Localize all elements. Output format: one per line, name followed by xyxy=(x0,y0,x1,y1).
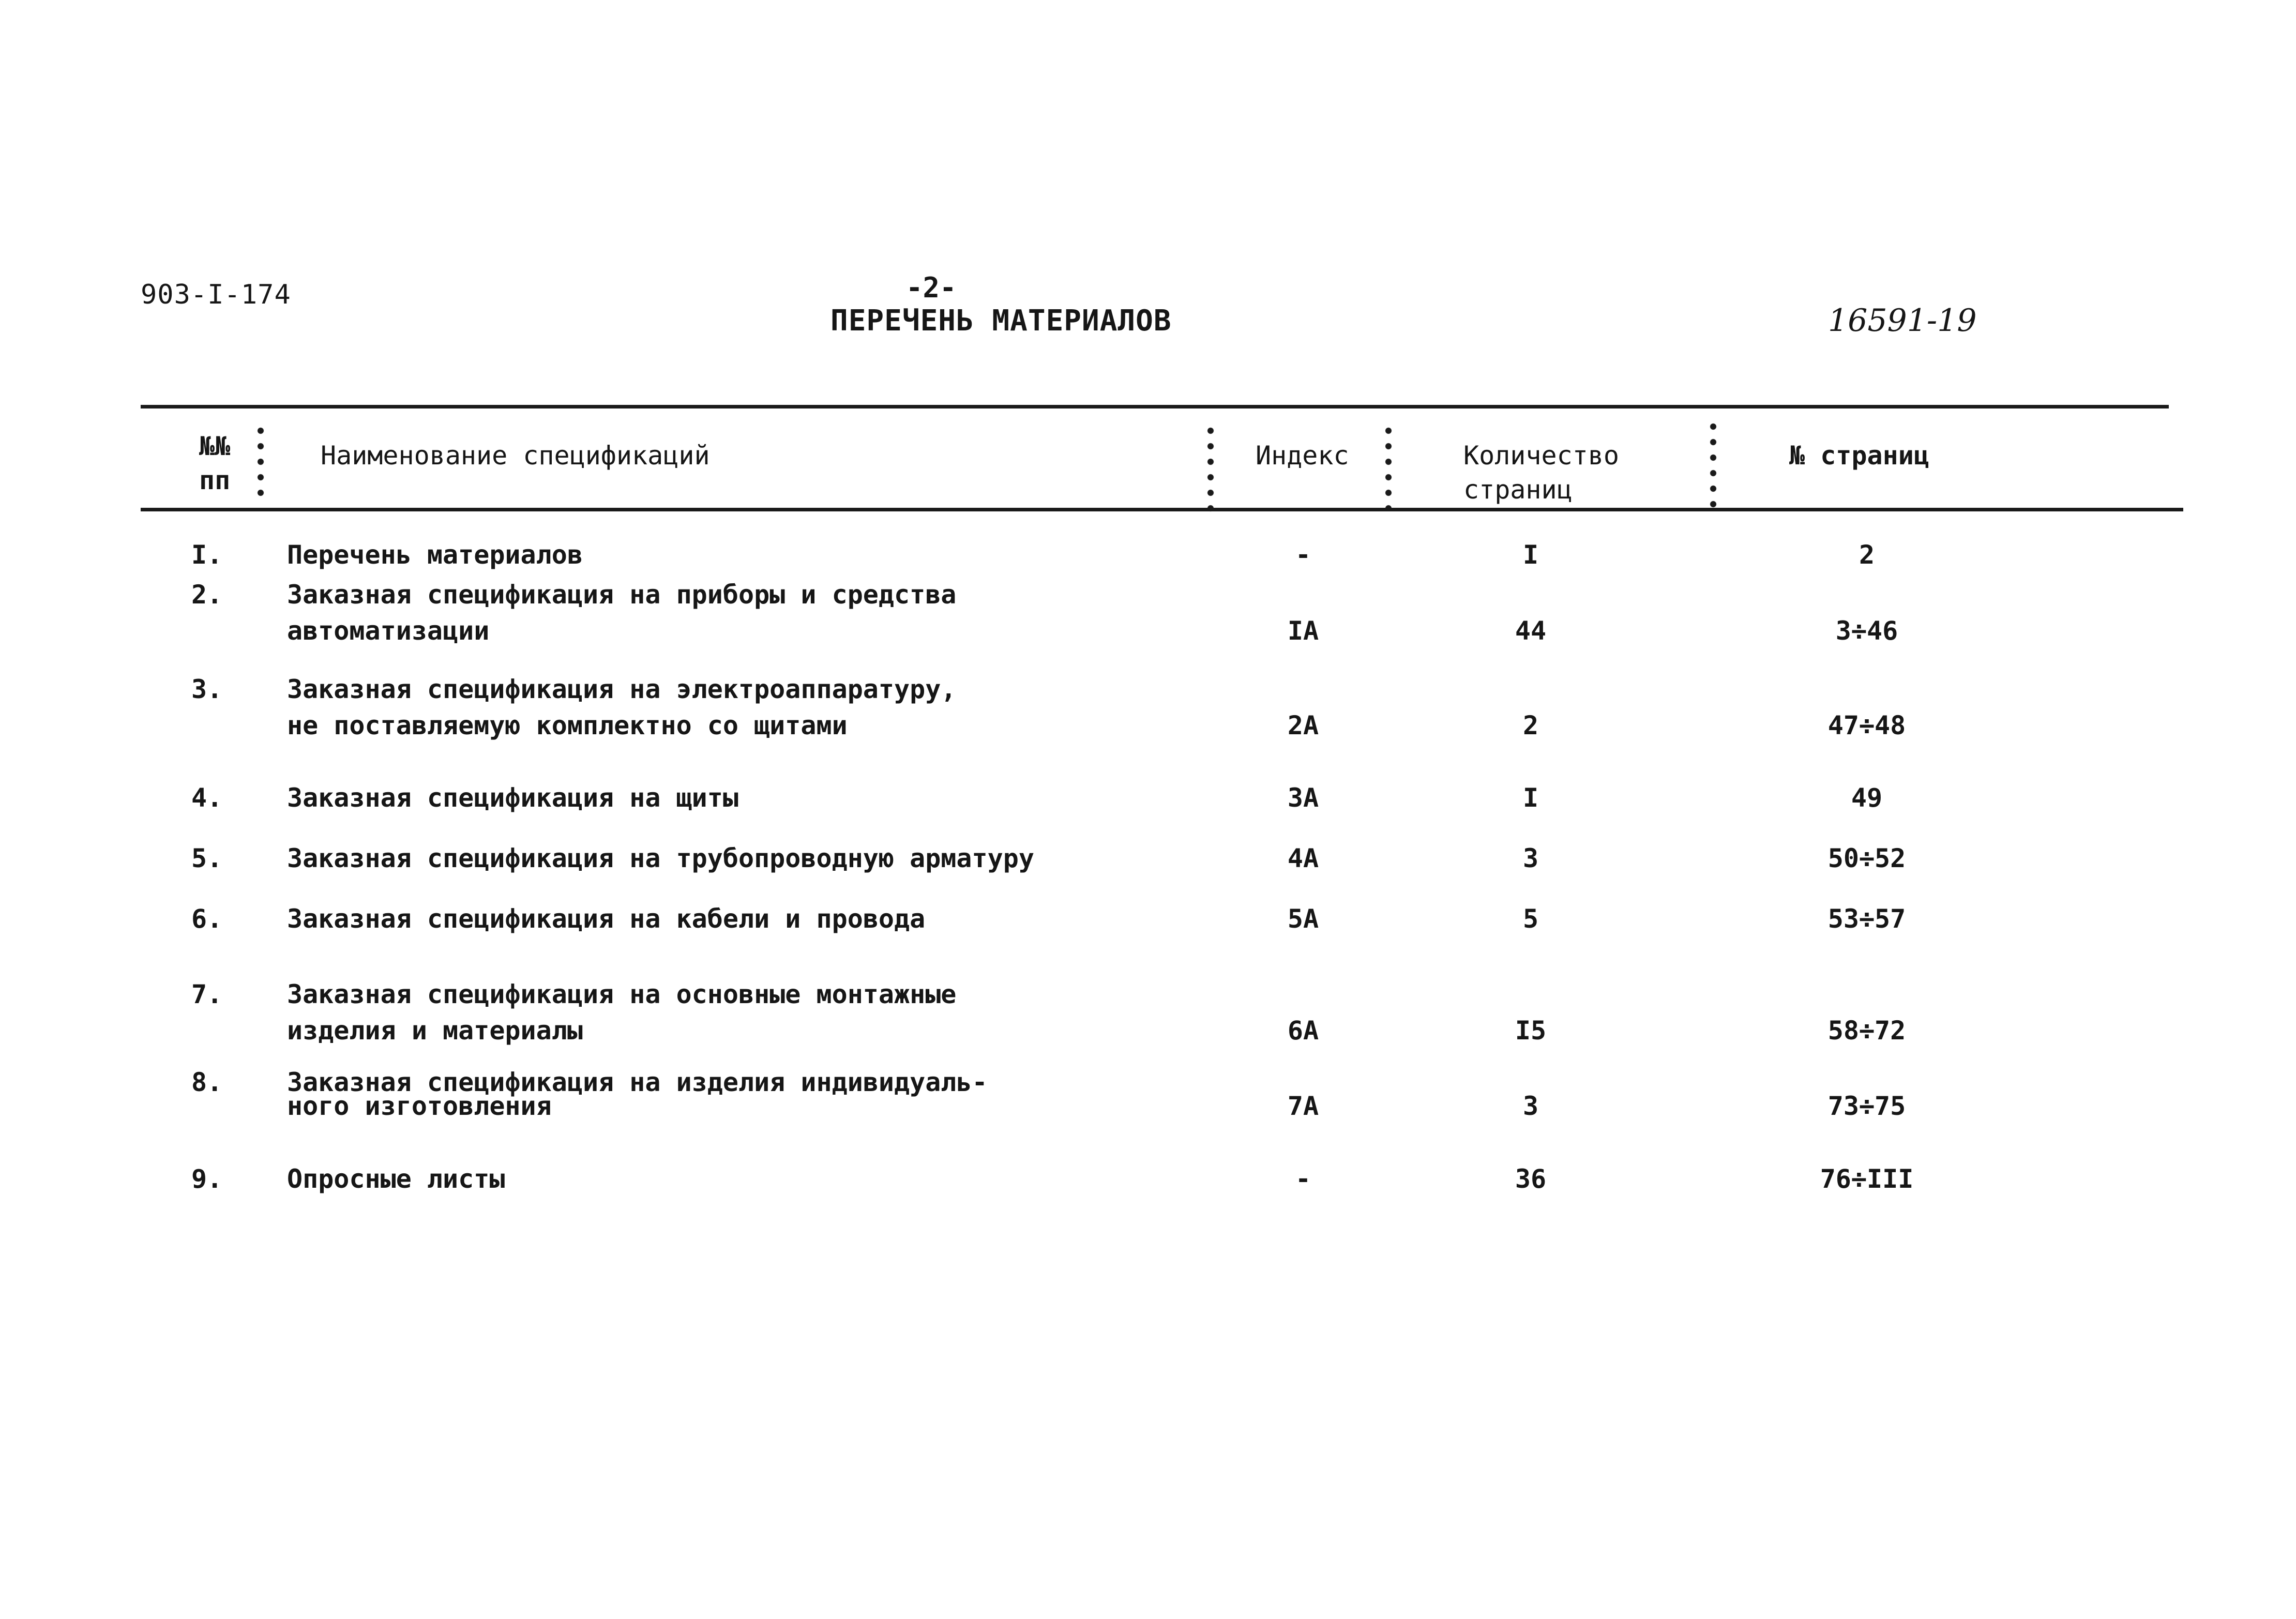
column-header-pages: № страниц xyxy=(1789,441,1929,471)
row-index: 7A xyxy=(1287,1091,1319,1121)
table-top-rule xyxy=(141,405,2169,408)
document-title: ПЕРЕЧЕНЬ МАТЕРИАЛОВ xyxy=(830,304,1172,338)
row-number: 3. xyxy=(191,674,223,704)
row-page-count: 3 xyxy=(1522,1091,1539,1121)
row-index: 2A xyxy=(1287,710,1319,740)
row-page-count: 5 xyxy=(1522,904,1539,934)
archive-number: 16591-19 xyxy=(1828,302,1977,339)
row-name: Заказная спецификация на щиты xyxy=(287,783,738,813)
row-name: Перечень материалов xyxy=(287,540,583,570)
row-index: 4A xyxy=(1287,843,1319,873)
row-page-count: I5 xyxy=(1515,1016,1547,1046)
row-index: 5A xyxy=(1287,904,1319,934)
row-number: 2. xyxy=(191,580,223,610)
row-page-range: 58÷72 xyxy=(1827,1016,1906,1046)
row-number: 8. xyxy=(191,1067,223,1097)
row-index: 3A xyxy=(1287,783,1319,813)
row-page-count: 36 xyxy=(1515,1164,1547,1194)
row-page-range: 76÷III xyxy=(1820,1164,1914,1194)
row-page-range: 2 xyxy=(1859,540,1875,570)
row-name: Заказная спецификация на электроаппаратуру, не поставляемую комплектно со щитами xyxy=(287,674,957,740)
row-page-count: 3 xyxy=(1522,843,1539,873)
document-code: 903-I-174 xyxy=(141,279,291,310)
row-name: Заказная спецификация на изделия индивидуаль- ного изготовления xyxy=(287,1067,988,1121)
row-name: Опросные листы xyxy=(287,1164,505,1194)
column-header-index: Индекс xyxy=(1256,441,1349,471)
row-number: 7. xyxy=(191,979,223,1009)
column-header-num: №№ пп xyxy=(199,431,231,495)
row-page-count: I xyxy=(1522,540,1539,570)
table-header-rule xyxy=(141,508,2183,511)
row-page-count: 44 xyxy=(1515,616,1547,646)
row-page-range: 3÷46 xyxy=(1835,616,1898,646)
row-page-range: 49 xyxy=(1851,783,1883,813)
column-separator xyxy=(1709,419,1717,512)
row-index: - xyxy=(1295,540,1311,570)
row-number: I. xyxy=(191,540,223,570)
column-separator xyxy=(256,423,265,501)
column-header-name: Наименование спецификаций xyxy=(321,441,710,471)
row-name: Заказная спецификация на основные монтажные изделия и материалы xyxy=(287,979,957,1046)
row-page-range: 50÷52 xyxy=(1827,843,1906,873)
row-index: - xyxy=(1295,1164,1311,1194)
row-page-range: 47÷48 xyxy=(1827,710,1906,740)
row-page-range: 73÷75 xyxy=(1827,1091,1906,1121)
row-number: 9. xyxy=(191,1164,223,1194)
row-index: IA xyxy=(1287,616,1319,646)
row-name: Заказная спецификация на трубопроводную арматуру xyxy=(287,843,1034,873)
row-name: Заказная спецификация на приборы и средства автоматизации xyxy=(287,580,957,646)
row-page-range: 53÷57 xyxy=(1827,904,1906,934)
row-page-count: I xyxy=(1522,783,1539,813)
row-page-count: 2 xyxy=(1522,710,1539,740)
row-name: Заказная спецификация на кабели и провода xyxy=(287,904,926,934)
row-index: 6A xyxy=(1287,1016,1319,1046)
row-number: 5. xyxy=(191,843,223,873)
row-number: 4. xyxy=(191,783,223,813)
column-separator xyxy=(1384,423,1393,508)
column-separator xyxy=(1206,423,1215,516)
column-header-count: Количество страниц xyxy=(1463,441,1620,505)
page-number: -2- xyxy=(906,271,957,304)
row-number: 6. xyxy=(191,904,223,934)
